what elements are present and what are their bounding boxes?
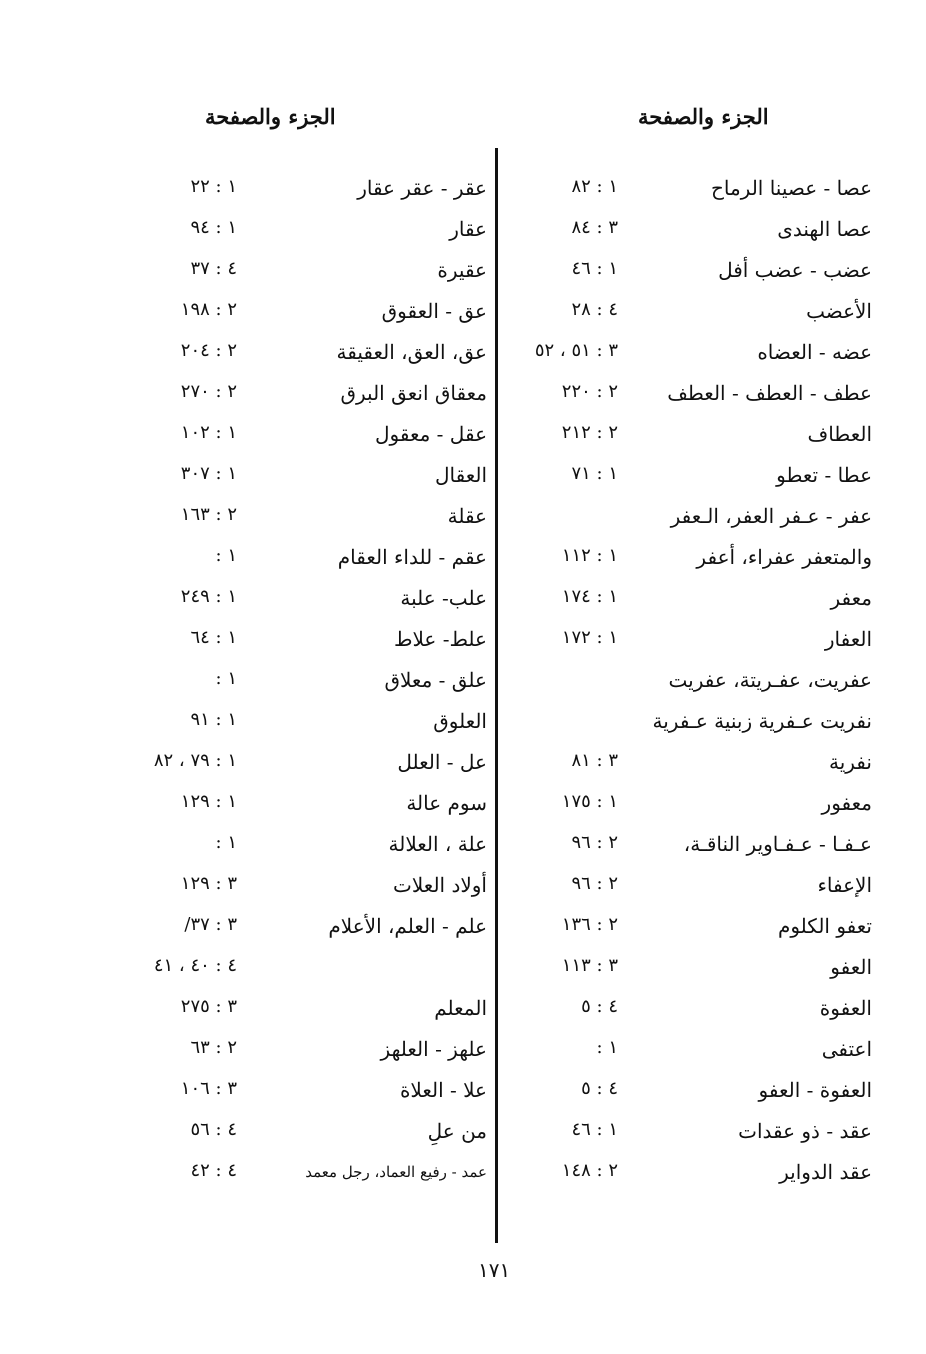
entry-reference: ١ : ٢٢ [190, 176, 237, 197]
entry-term: من علِ [427, 1119, 487, 1143]
entry-reference: ١ : [596, 1037, 618, 1058]
entry-term: عل - العلل [397, 750, 487, 774]
right-index-column [480, 168, 880, 1208]
index-entry [105, 1152, 495, 1193]
index-entry [480, 414, 880, 455]
entry-term: عقل - معقول [374, 422, 487, 446]
entry-reference: ١ : ٤٦ [571, 1119, 618, 1140]
index-entry [105, 1070, 495, 1111]
index-entry [480, 1070, 880, 1111]
entry-term: عفريت، عفـريتة، عفريت [668, 668, 872, 692]
index-entry [480, 537, 880, 578]
entry-term: عضب - عضب أفل [718, 258, 872, 282]
entry-reference: ٢ : ١٩٨ [180, 299, 237, 320]
entry-term: عقد - ذو عقدات [738, 1119, 872, 1143]
entry-term: أولاد العلات [393, 873, 487, 897]
entry-reference: ٣ : ١٢٩ [180, 873, 237, 894]
entry-term: عقم - للداء العقام [337, 545, 487, 569]
entry-reference: ١ : [215, 668, 237, 689]
entry-reference: ١ : ٩١ [190, 709, 237, 730]
entry-term: العطاف [807, 422, 872, 446]
index-entry [480, 1111, 880, 1152]
entry-reference: ١ : ٤٦ [571, 258, 618, 279]
entry-reference: ٢ : ٩٦ [571, 873, 618, 894]
index-entry [105, 824, 495, 865]
entry-term: علة ، العلالة [388, 832, 487, 856]
index-entry [105, 373, 495, 414]
index-entry [105, 332, 495, 373]
entry-reference: ١ : ١٠٢ [180, 422, 237, 443]
index-entry [105, 537, 495, 578]
entry-reference: ٤ : ٤٠ ، ٤١ [153, 955, 237, 976]
entry-reference: ١ : ١٧٢ [561, 627, 618, 648]
entry-reference: ١ : [215, 545, 237, 566]
entry-reference: ٣ : ٢٧٥ [180, 996, 237, 1017]
index-entry [480, 824, 880, 865]
entry-reference: ٣ : ٥١ ، ٥٢ [534, 340, 618, 361]
index-entry [105, 578, 495, 619]
right-column-header: الجزء والصفحة [638, 104, 769, 129]
entry-term: عصا - عصينا الرماح [710, 176, 872, 200]
index-entry [480, 865, 880, 906]
entry-term: معفور [821, 791, 872, 815]
entry-term: عطف - العطف - العطف [667, 381, 872, 405]
entry-term: علم - العلم، الأعلام [328, 914, 487, 938]
entry-term: العفار [824, 627, 872, 651]
entry-reference: ٢ : ١٤٨ [561, 1160, 618, 1181]
entry-reference: ١ : ٧٩ ، ٨٢ [153, 750, 237, 771]
entry-term: عقر - عقر عقار [357, 176, 487, 200]
index-entry [105, 168, 495, 209]
entry-term: معفر [830, 586, 872, 610]
entry-reference: ٣ : ٨١ [571, 750, 618, 771]
index-entry [105, 1029, 495, 1070]
entry-term: سوم عالة [406, 791, 487, 815]
entry-term: عـفـا - عـفـاوير الناقـة، [683, 832, 872, 856]
entry-reference: ٢ : ٩٦ [571, 832, 618, 853]
index-entry [105, 701, 495, 742]
entry-term: عقد الدواير [779, 1160, 872, 1184]
entry-reference: ٢ : ١٦٣ [180, 504, 237, 525]
entry-reference: ١ : ١٢٩ [180, 791, 237, 812]
entry-reference: ٣ : ٣٧/ [184, 914, 237, 935]
index-entry [480, 168, 880, 209]
entry-term: معقاق انعق البرق [340, 381, 487, 405]
entry-reference: ٤ : ٢٨ [571, 299, 618, 320]
entry-reference: ٣ : ٨٤ [571, 217, 618, 238]
entry-term: علب- علبة [400, 586, 487, 610]
index-entry [105, 455, 495, 496]
entry-term: العفوة - العفو [758, 1078, 872, 1102]
entry-term: علا - العلاة [399, 1078, 487, 1102]
index-entry [480, 455, 880, 496]
index-entry [480, 1152, 880, 1193]
entry-term: العقال [434, 463, 487, 487]
index-entry [105, 742, 495, 783]
index-entry [480, 947, 880, 988]
entry-term: عقيرة [437, 258, 487, 282]
entry-reference: ١ : ٣٠٧ [180, 463, 237, 484]
index-entry [480, 701, 880, 742]
entry-reference: ١ : ٦٤ [190, 627, 237, 648]
index-entry [105, 1111, 495, 1152]
index-entry [105, 414, 495, 455]
index-entry [480, 291, 880, 332]
entry-reference: ١ : ٨٢ [571, 176, 618, 197]
index-entry [480, 373, 880, 414]
page-number: ١٧١ [478, 1258, 511, 1282]
index-entry [480, 742, 880, 783]
entry-reference: ٣ : ١٠٦ [180, 1078, 237, 1099]
entry-term: عضه - العضاه [757, 340, 872, 364]
entry-term: العلوق [433, 709, 487, 733]
index-entry [105, 947, 495, 988]
index-entry [480, 660, 880, 701]
entry-reference: ٤ : ٥ [581, 996, 618, 1017]
entry-term: علهز - العلهز [380, 1037, 487, 1061]
entry-reference: ١ : ٩٤ [190, 217, 237, 238]
index-entry [480, 209, 880, 250]
entry-term: نفريت عـفرية زبنية عـفرية [652, 709, 872, 733]
index-entry [480, 906, 880, 947]
index-entry [480, 332, 880, 373]
entry-term: عقلة [447, 504, 487, 528]
entry-term: الأعضب [806, 299, 872, 323]
entry-term: العفوة [819, 996, 872, 1020]
entry-term: المعلم [434, 996, 487, 1020]
left-column-header: الجزء والصفحة [205, 104, 336, 129]
entry-term: اعتفى [821, 1037, 872, 1061]
index-entry [480, 1029, 880, 1070]
index-entry [480, 619, 880, 660]
entry-reference: ٢ : ٦٣ [190, 1037, 237, 1058]
entry-reference: ٤ : ٥٦ [190, 1119, 237, 1140]
entry-term: علق - معلاق [384, 668, 487, 692]
entry-reference: ٢ : ٢٠٤ [180, 340, 237, 361]
entry-reference: ٤ : ٣٧ [190, 258, 237, 279]
index-entry [480, 250, 880, 291]
entry-term: العفو [830, 955, 872, 979]
entry-term: الإعفاء [817, 873, 872, 897]
entry-term: عق - العقوق [381, 299, 487, 323]
entry-term: عطا - تعطو [776, 463, 872, 487]
index-entry [105, 783, 495, 824]
index-entry [105, 209, 495, 250]
left-index-column [105, 168, 495, 1208]
entry-term: عصا الهندى [777, 217, 872, 241]
index-entry [105, 496, 495, 537]
entry-term: والمتعفر عفراء، أعفر [696, 545, 872, 569]
index-entry [105, 906, 495, 947]
entry-reference: ١ : ١٧٤ [561, 586, 618, 607]
entry-term: عفر - عـفر العفر، الـعفر [670, 504, 872, 528]
entry-term: عقار [449, 217, 487, 241]
entry-reference: ١ : ٧١ [571, 463, 618, 484]
index-entry [105, 250, 495, 291]
entry-reference: ٤ : ٤٢ [190, 1160, 237, 1181]
entry-reference: ١ : ٢٤٩ [180, 586, 237, 607]
entry-term: علط- علاط [393, 627, 487, 651]
index-entry [480, 496, 880, 537]
entry-reference: ٢ : ٢٢٠ [561, 381, 618, 402]
entry-reference: ٢ : ٢١٢ [561, 422, 618, 443]
entry-reference: ١ : [215, 832, 237, 853]
index-entry [480, 578, 880, 619]
index-entry [105, 660, 495, 701]
entry-reference: ٣ : ١١٣ [561, 955, 618, 976]
index-entry [480, 783, 880, 824]
index-entry [105, 865, 495, 906]
index-entry [105, 988, 495, 1029]
entry-reference: ٤ : ٥ [581, 1078, 618, 1099]
index-entry [480, 988, 880, 1029]
entry-reference: ٢ : ٢٧٠ [180, 381, 237, 402]
entry-term: عمد - رفيع العماد، رجل معمد [305, 1163, 487, 1181]
index-entry [105, 619, 495, 660]
index-entry [105, 291, 495, 332]
entry-reference: ١ : ١١٢ [561, 545, 618, 566]
entry-term: عق، العق، العقيقة [336, 340, 487, 364]
entry-reference: ١ : ١٧٥ [561, 791, 618, 812]
entry-term: تعفو الكلوم [777, 914, 872, 938]
entry-term: نفرية [828, 750, 872, 774]
entry-reference: ٢ : ١٣٦ [561, 914, 618, 935]
